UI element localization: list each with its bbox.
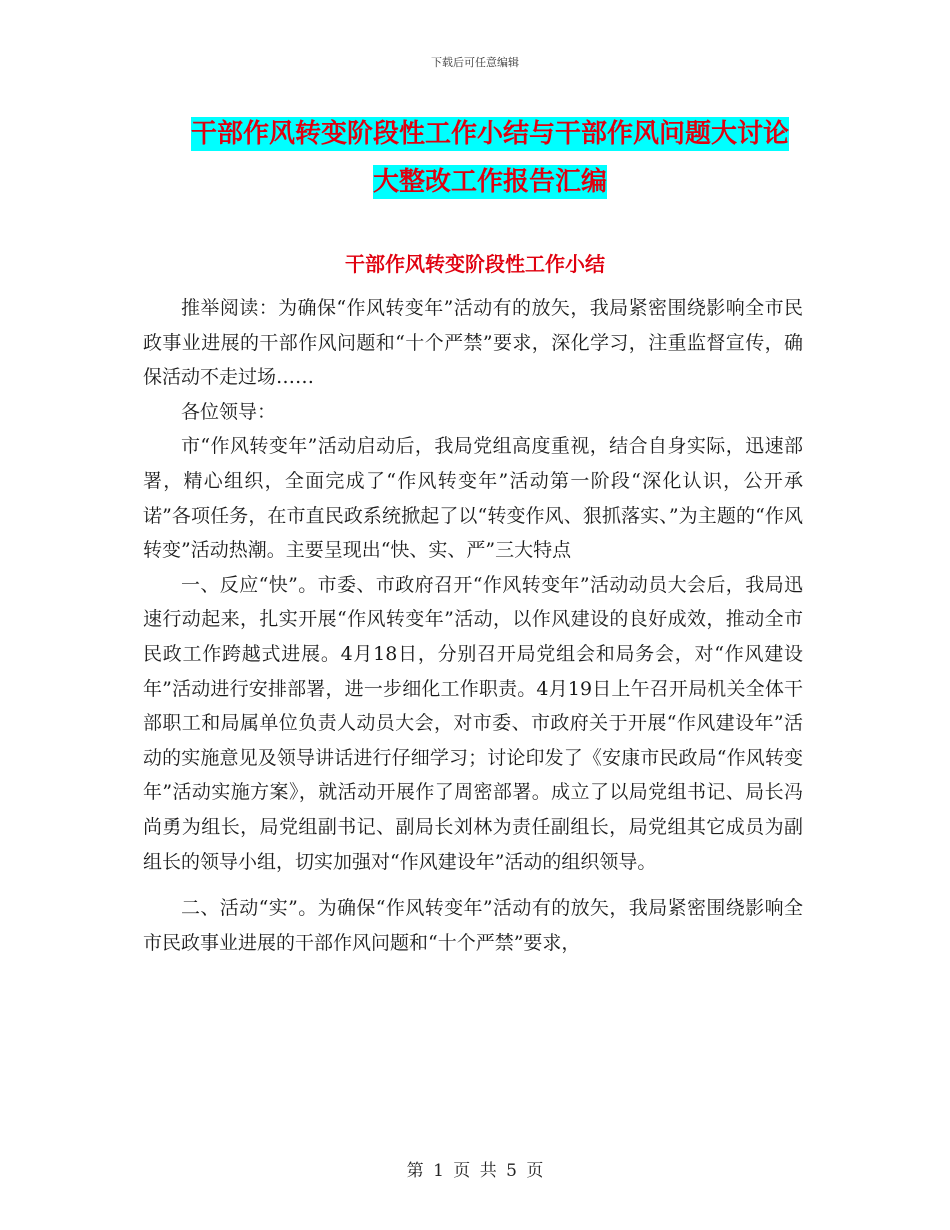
paragraph-section-one: 一、反应“快”。市委、市政府召开“作风转变年”活动动员大会后，我局迅速行动起来，扎实开展“作风转变年”活动，以作风建设的良好成效，推动全市民政工作跨越式进展。4月18日，分别召开局党组会和局务会，对“作风建设年”活动进行安排部署，进一步细化工作职责。4月19日上午召开局机关全体干部职工和局属单位负责人动员大会，对市委、市政府关于开展“作风建设年”活动的实施意见及领导讲话进行仔细学习；讨论印发了《安康市民政局“作风转变年”活动实施方案》，就活动开展作了周密部署。成立了以局党组书记、局长冯尚勇为组长，局党组副书记、副局长刘林为责任副组长，局党组其它成员为副组长的领导小组，切实加强对“作风建设年”活动的组织领导。: [143, 573, 803, 873]
paragraph-intro: 推举阅读：为确保“作风转变年”活动有的放矢，我局紧密围绕影响全市民政事业进展的干部作风问题和“十个严禁”要求，深化学习，注重监督宣传，确保活动不走过场……: [143, 297, 803, 389]
paragraph-overview: 市“作风转变年”活动启动后，我局党组高度重视，结合自身实际，迅速部署，精心组织，全面完成了“作风转变年”活动第一阶段“深化认识，公开承诺”各项任务，在市直民政系统掀起了以“转变作风、狠抓落实、”为主题的“作风转变”活动热潮。主要呈现出“快、实、严”三大特点: [143, 435, 803, 562]
header-note: 下载后可任意编辑: [431, 56, 519, 69]
page-indicator: 第 1 页 共 5 页: [406, 1161, 544, 1181]
document-title: [140, 110, 840, 206]
section-title: 干部作风转变阶段性工作小结: [345, 252, 605, 276]
title-line-1: 干部作风转变阶段性工作小结与干部作风问题大讨论: [190, 119, 789, 149]
paragraph-salutation: 各位领导：: [181, 400, 277, 423]
document-body: [143, 291, 803, 960]
paragraph-section-two: 二、活动“实”。为确保“作风转变年”活动有的放矢，我局紧密围绕影响全市民政事业进展的干部作风问题和“十个严禁”要求，: [143, 897, 803, 954]
title-line-2: 大整改工作报告汇编: [372, 167, 607, 197]
